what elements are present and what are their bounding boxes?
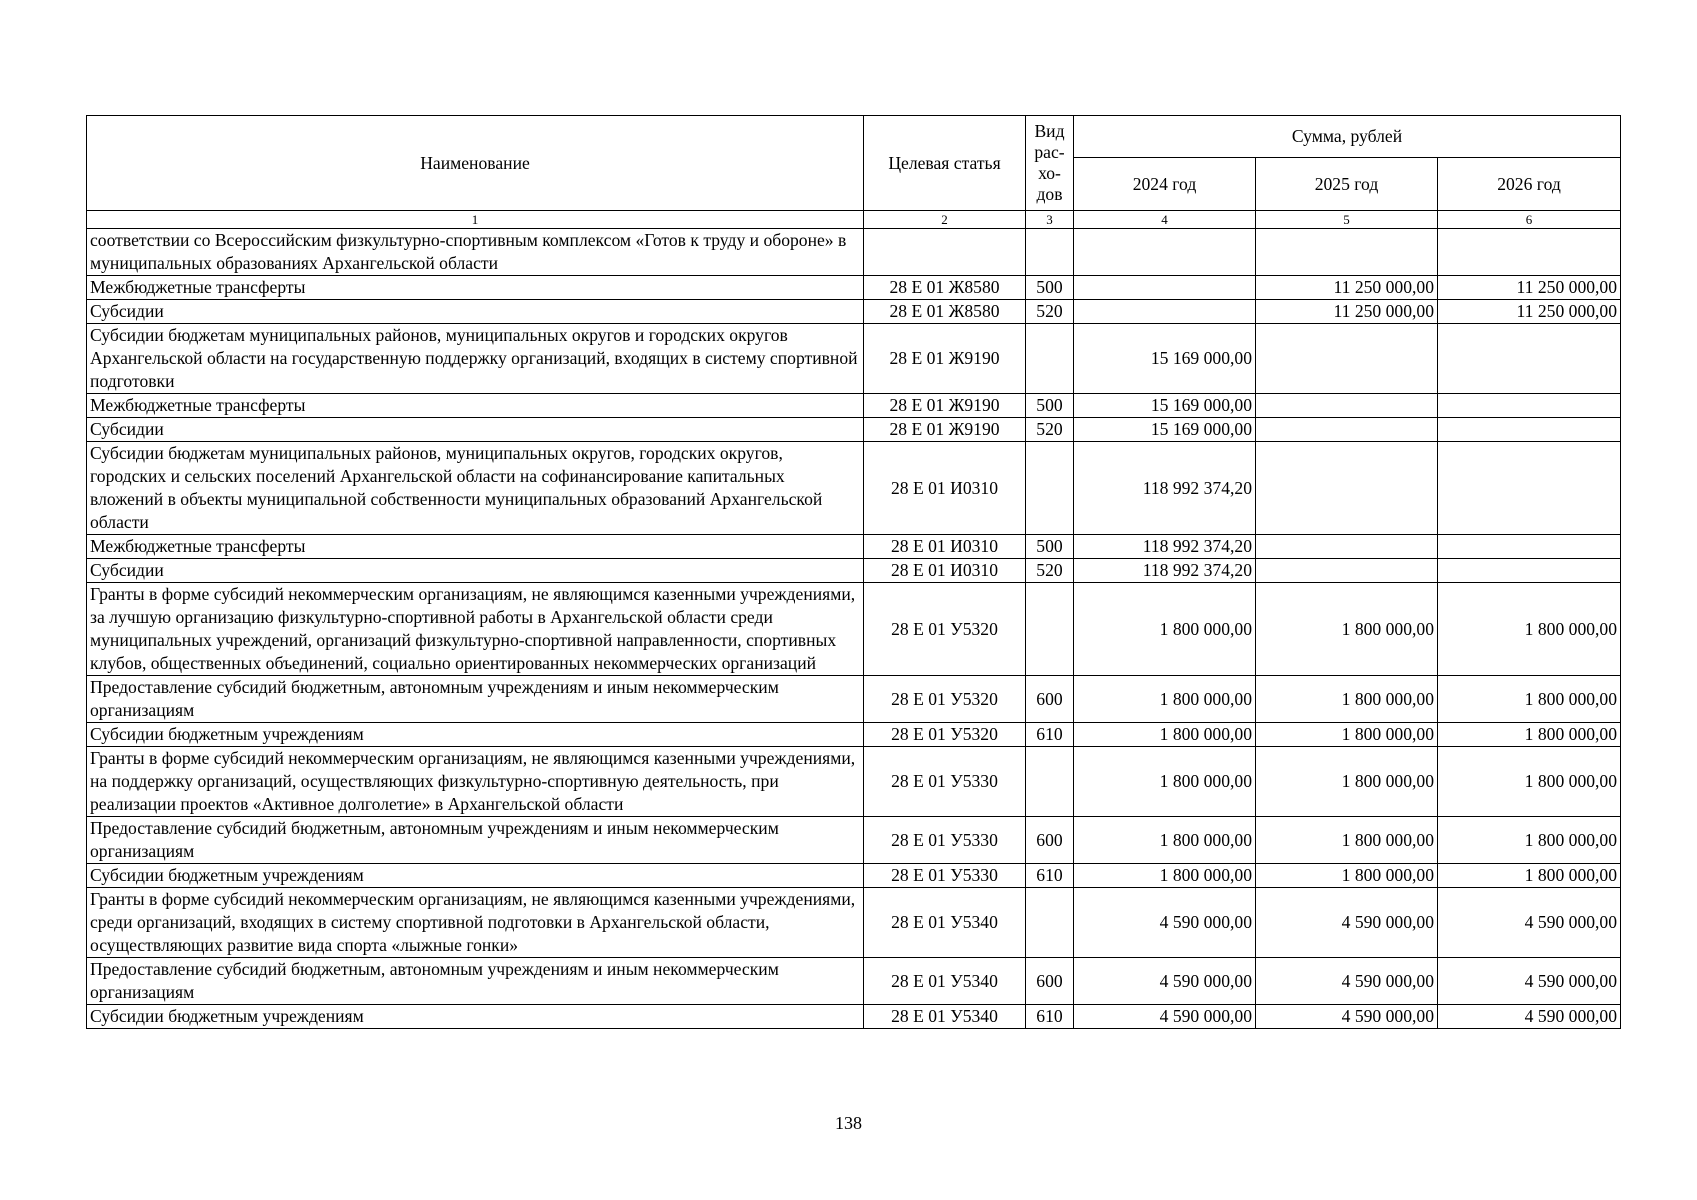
row-target-article: 28 Е 01 Ж9190: [864, 418, 1026, 442]
row-target-article: 28 Е 01 У5340: [864, 958, 1026, 1005]
row-target-article: 28 Е 01 Ж8580: [864, 300, 1026, 324]
row-amount-2025: [1256, 394, 1438, 418]
row-amount-2026: 1 800 000,00: [1438, 676, 1621, 723]
row-name: Межбюджетные трансферты: [87, 394, 864, 418]
row-amount-2024: 1 800 000,00: [1074, 723, 1256, 747]
row-amount-2025: 4 590 000,00: [1256, 958, 1438, 1005]
column-number: 1: [87, 211, 864, 229]
row-amount-2025: 1 800 000,00: [1256, 747, 1438, 817]
header-year-2024: 2024 год: [1074, 158, 1256, 211]
row-name: Субсидии бюджетным учреждениям: [87, 864, 864, 888]
row-name: Гранты в форме субсидий некоммерческим организациям, не являющимся казенными учреждениями, среди организаций, входящих в систему спортивной подготовки в Архангельской области, осуществляющих развитие вида спорта «лыжные гонки»: [87, 888, 864, 958]
row-expense-kind: 500: [1026, 535, 1074, 559]
row-expense-kind: 520: [1026, 559, 1074, 583]
row-name: Субсидии: [87, 418, 864, 442]
row-amount-2025: 1 800 000,00: [1256, 864, 1438, 888]
row-name: Субсидии бюджетам муниципальных районов, муниципальных округов и городских округов Архангельской области на государственную поддержку организаций, входящих в систему спортивной подготовки: [87, 324, 864, 394]
row-amount-2024: 4 590 000,00: [1074, 958, 1256, 1005]
row-name: Гранты в форме субсидий некоммерческим организациям, не являющимся казенными учреждениями, на поддержку организаций, осуществляющих физкультурно-спортивную деятельность, при реализации проектов «Активное долголетие» в Архангельской области: [87, 747, 864, 817]
table-row: [87, 418, 1621, 442]
row-amount-2024: 1 800 000,00: [1074, 864, 1256, 888]
row-name: Предоставление субсидий бюджетным, автономным учреждениям и иным некоммерческим организациям: [87, 817, 864, 864]
row-name: Субсидии: [87, 559, 864, 583]
row-amount-2026: 1 800 000,00: [1438, 747, 1621, 817]
table-row: [87, 229, 1621, 276]
row-target-article: 28 Е 01 У5340: [864, 1005, 1026, 1029]
row-amount-2024: 118 992 374,20: [1074, 442, 1256, 535]
column-number: 2: [864, 211, 1026, 229]
row-amount-2024: [1074, 229, 1256, 276]
row-amount-2024: 1 800 000,00: [1074, 747, 1256, 817]
table-row: [87, 817, 1621, 864]
row-target-article: 28 Е 01 Ж9190: [864, 394, 1026, 418]
row-amount-2024: 15 169 000,00: [1074, 394, 1256, 418]
row-target-article: 28 Е 01 И0310: [864, 559, 1026, 583]
row-name: Субсидии бюджетам муниципальных районов, муниципальных округов, городских округов, городских и сельских поселений Архангельской области на софинансирование капитальных вложений в объекты муниципальной собственности муниципальных образований Архангельской области: [87, 442, 864, 535]
row-target-article: 28 Е 01 У5320: [864, 583, 1026, 676]
row-expense-kind: 610: [1026, 1005, 1074, 1029]
row-expense-kind: 600: [1026, 676, 1074, 723]
row-expense-kind: [1026, 324, 1074, 394]
row-expense-kind: 600: [1026, 958, 1074, 1005]
row-amount-2026: [1438, 324, 1621, 394]
row-expense-kind: 520: [1026, 418, 1074, 442]
row-target-article: 28 Е 01 Ж8580: [864, 276, 1026, 300]
row-amount-2024: [1074, 276, 1256, 300]
row-expense-kind: 520: [1026, 300, 1074, 324]
row-expense-kind: 500: [1026, 276, 1074, 300]
row-expense-kind: [1026, 442, 1074, 535]
table-row: [87, 747, 1621, 817]
row-amount-2026: 11 250 000,00: [1438, 300, 1621, 324]
row-expense-kind: [1026, 747, 1074, 817]
row-target-article: 28 Е 01 У5330: [864, 817, 1026, 864]
row-amount-2026: 4 590 000,00: [1438, 1005, 1621, 1029]
row-amount-2024: 1 800 000,00: [1074, 676, 1256, 723]
table-body: [87, 229, 1621, 1029]
row-target-article: 28 Е 01 У5320: [864, 676, 1026, 723]
row-amount-2024: 1 800 000,00: [1074, 583, 1256, 676]
row-target-article: 28 Е 01 У5320: [864, 723, 1026, 747]
row-amount-2024: 118 992 374,20: [1074, 535, 1256, 559]
row-amount-2025: [1256, 229, 1438, 276]
row-amount-2026: [1438, 442, 1621, 535]
row-expense-kind: 610: [1026, 723, 1074, 747]
row-target-article: 28 Е 01 У5340: [864, 888, 1026, 958]
row-amount-2025: 1 800 000,00: [1256, 676, 1438, 723]
row-amount-2025: [1256, 418, 1438, 442]
row-amount-2026: 11 250 000,00: [1438, 276, 1621, 300]
row-amount-2024: 15 169 000,00: [1074, 324, 1256, 394]
row-amount-2026: [1438, 394, 1621, 418]
row-target-article: 28 Е 01 Ж9190: [864, 324, 1026, 394]
table-row: [87, 324, 1621, 394]
row-amount-2025: 11 250 000,00: [1256, 276, 1438, 300]
row-amount-2025: 4 590 000,00: [1256, 1005, 1438, 1029]
row-name: Межбюджетные трансферты: [87, 276, 864, 300]
table-row: [87, 583, 1621, 676]
table-row: [87, 958, 1621, 1005]
row-amount-2026: [1438, 535, 1621, 559]
row-name: Гранты в форме субсидий некоммерческим организациям, не являющимся казенными учреждениями, за лучшую организацию физкультурно-спортивной работы в Архангельской области среди муниципальных учреждений, организаций физкультурно-спортивной направленности, спортивных клубов, общественных объединений, социально ориентированных некоммерческих организаций: [87, 583, 864, 676]
header-year-2025: 2025 год: [1256, 158, 1438, 211]
row-amount-2025: [1256, 559, 1438, 583]
row-target-article: 28 Е 01 И0310: [864, 535, 1026, 559]
row-amount-2025: [1256, 535, 1438, 559]
row-name: соответствии со Всероссийским физкультурно-спортивным комплексом «Готов к труду и обороне» в муниципальных образованиях Архангельской области: [87, 229, 864, 276]
header-year-2026: 2026 год: [1438, 158, 1621, 211]
row-target-article: 28 Е 01 У5330: [864, 747, 1026, 817]
table-row: [87, 864, 1621, 888]
table-row: [87, 559, 1621, 583]
row-target-article: [864, 229, 1026, 276]
header-sum: Сумма, рублей: [1074, 116, 1621, 158]
row-name: Предоставление субсидий бюджетным, автономным учреждениям и иным некоммерческим организациям: [87, 676, 864, 723]
row-amount-2026: [1438, 559, 1621, 583]
budget-table: [86, 115, 1621, 1029]
row-name: Межбюджетные трансферты: [87, 535, 864, 559]
row-target-article: 28 Е 01 У5330: [864, 864, 1026, 888]
column-number: 5: [1256, 211, 1438, 229]
row-amount-2026: 1 800 000,00: [1438, 817, 1621, 864]
row-amount-2025: 11 250 000,00: [1256, 300, 1438, 324]
row-expense-kind: 610: [1026, 864, 1074, 888]
table-row: [87, 535, 1621, 559]
table-row: [87, 442, 1621, 535]
row-amount-2026: 1 800 000,00: [1438, 723, 1621, 747]
column-number: 6: [1438, 211, 1621, 229]
row-amount-2026: [1438, 418, 1621, 442]
row-name: Предоставление субсидий бюджетным, автономным учреждениям и иным некоммерческим организациям: [87, 958, 864, 1005]
column-number-row: [87, 211, 1621, 229]
row-target-article: 28 Е 01 И0310: [864, 442, 1026, 535]
row-expense-kind: 500: [1026, 394, 1074, 418]
table-row: [87, 276, 1621, 300]
row-amount-2024: 4 590 000,00: [1074, 888, 1256, 958]
row-amount-2025: 1 800 000,00: [1256, 723, 1438, 747]
row-expense-kind: [1026, 583, 1074, 676]
column-number: 4: [1074, 211, 1256, 229]
row-amount-2024: 118 992 374,20: [1074, 559, 1256, 583]
row-amount-2026: 4 590 000,00: [1438, 958, 1621, 1005]
table-row: [87, 723, 1621, 747]
header-name: Наименование: [87, 116, 864, 211]
row-expense-kind: [1026, 888, 1074, 958]
table-row: [87, 888, 1621, 958]
column-number: 3: [1026, 211, 1074, 229]
row-name: Субсидии бюджетным учреждениям: [87, 723, 864, 747]
row-amount-2025: 1 800 000,00: [1256, 583, 1438, 676]
page-number: 138: [835, 1113, 862, 1133]
row-expense-kind: [1026, 229, 1074, 276]
row-name: Субсидии бюджетным учреждениям: [87, 1005, 864, 1029]
row-amount-2024: [1074, 300, 1256, 324]
row-amount-2025: [1256, 324, 1438, 394]
header-expense-kind: Вид рас-хо-дов: [1026, 116, 1074, 211]
row-amount-2024: 4 590 000,00: [1074, 1005, 1256, 1029]
row-amount-2025: 1 800 000,00: [1256, 817, 1438, 864]
row-amount-2024: 15 169 000,00: [1074, 418, 1256, 442]
table-row: [87, 300, 1621, 324]
row-expense-kind: 600: [1026, 817, 1074, 864]
table-row: [87, 394, 1621, 418]
row-amount-2026: 1 800 000,00: [1438, 583, 1621, 676]
row-amount-2026: [1438, 229, 1621, 276]
row-name: Субсидии: [87, 300, 864, 324]
row-amount-2025: [1256, 442, 1438, 535]
header-target-article: Целевая статья: [864, 116, 1026, 211]
table-header: [87, 116, 1621, 229]
table-row: [87, 676, 1621, 723]
row-amount-2024: 1 800 000,00: [1074, 817, 1256, 864]
table-row: [87, 1005, 1621, 1029]
row-amount-2026: 1 800 000,00: [1438, 864, 1621, 888]
row-amount-2025: 4 590 000,00: [1256, 888, 1438, 958]
row-amount-2026: 4 590 000,00: [1438, 888, 1621, 958]
